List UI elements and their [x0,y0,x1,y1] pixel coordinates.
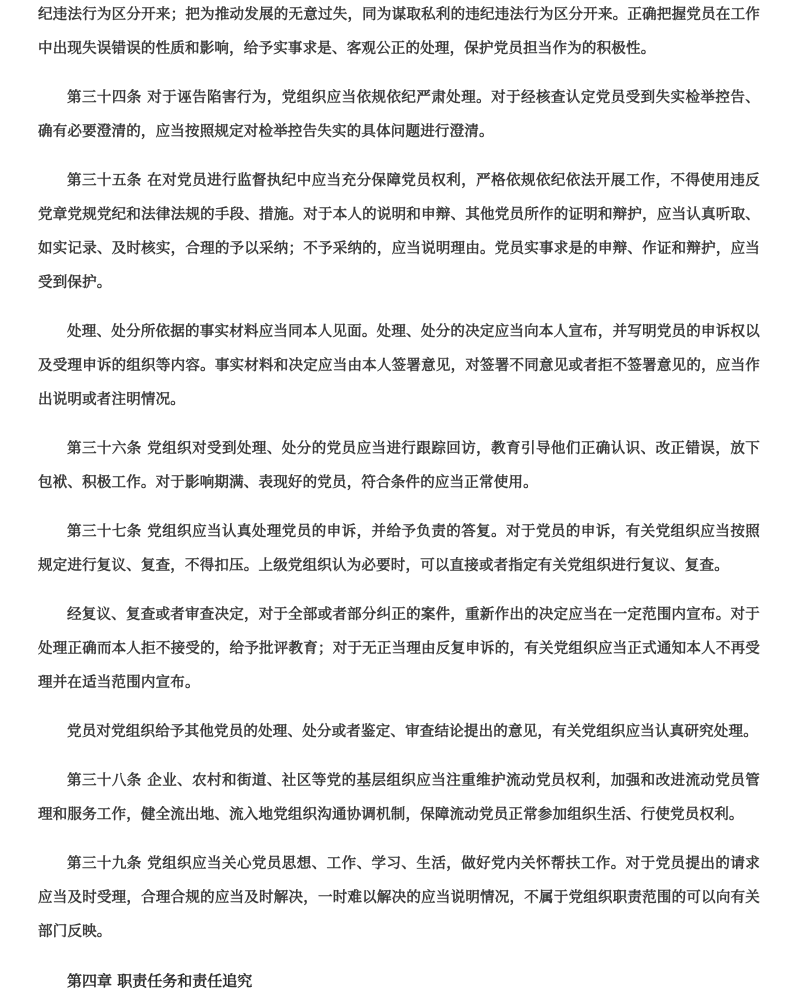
paragraph-article-39: 第三十九条 党组织应当关心党员思想、工作、学习、生活，做好党内关怀帮扶工作。对于党员提出的请求应当及时受理，合理合规的应当及时解决，一时难以解决的应当说明情况，不属于党组织职责范围的可以向有关部门反映。 [38,856,760,940]
paragraph-article-38: 第三十八条 企业、农村和街道、社区等党的基层组织应当注重维护流动党员权利，加强和改进流动党员管理和服务工作，健全流出地、流入地党组织沟通协调机制，保障流动党员正常参加组织生活、行使党员权利。 [38,773,760,823]
paragraph-article-35-part-2: 处理、处分所依据的事实材料应当同本人见面。处理、处分的决定应当向本人宣布，并写明党员的申诉权以及受理申诉的组织等内容。事实材料和决定应当由本人签署意见，对签署不同意见或者拒不签署意见的，应当作出说明或者注明情况。 [38,324,760,408]
paragraph-article-36: 第三十六条 党组织对受到处理、处分的党员应当进行跟踪回访，教育引导他们正确认识、改正错误，放下包袱、积极工作。对于影响期满、表现好的党员，符合条件的应当正常使用。 [38,441,760,491]
paragraph-article-37-part-2: 经复议、复查或者审查决定，对于全部或者部分纠正的案件，重新作出的决定应当在一定范围内宣布。对于处理正确而本人拒不接受的，给予批评教育；对于无正当理由反复申诉的，有关党组织应当正式通知本人不再受理并在适当范围内宣布。 [38,607,760,691]
chapter-heading: 第四章 职责任务和责任追究 [67,972,253,990]
paragraph-article-37-part-3: 党员对党组织给予其他党员的处理、处分或者鉴定、审查结论提出的意见，有关党组织应当认真研究处理。 [67,724,758,740]
paragraph-article-37: 第三十七条 党组织应当认真处理党员的申诉，并给予负责的答复。对于党员的申诉，有关党组织应当按照规定进行复议、复查，不得扣压。上级党组织认为必要时，可以直接或者指定有关党组织进行复议、复查。 [38,524,760,574]
paragraph-continuation: 纪违法行为区分开来；把为推动发展的无意过失，同为谋取私利的违纪违法行为区分开来。正确把握党员在工作中出现失误错误的性质和影响，给予实事求是、客观公正的处理，保护党员担当作为的积极性。 [38,7,760,57]
paragraph-article-35: 第三十五条 在对党员进行监督执纪中应当充分保障党员权利，严格依规依纪依法开展工作，不得使用违反党章党规党纪和法律法规的手段、措施。对于本人的说明和申辩、其他党员所作的证明和辩护，应当认真听取、如实记录、及时核实，合理的予以采纳；不予采纳的，应当说明理由。党员实事求是的申辩、作证和辩护，应当受到保护。 [38,173,760,291]
paragraph-article-34: 第三十四条 对于诬告陷害行为，党组织应当依规依纪严肃处理。对于经核查认定党员受到失实检举控告、确有必要澄清的，应当按照规定对检举控告失实的具体问题进行澄清。 [38,90,760,140]
document-body [38,0,760,998]
